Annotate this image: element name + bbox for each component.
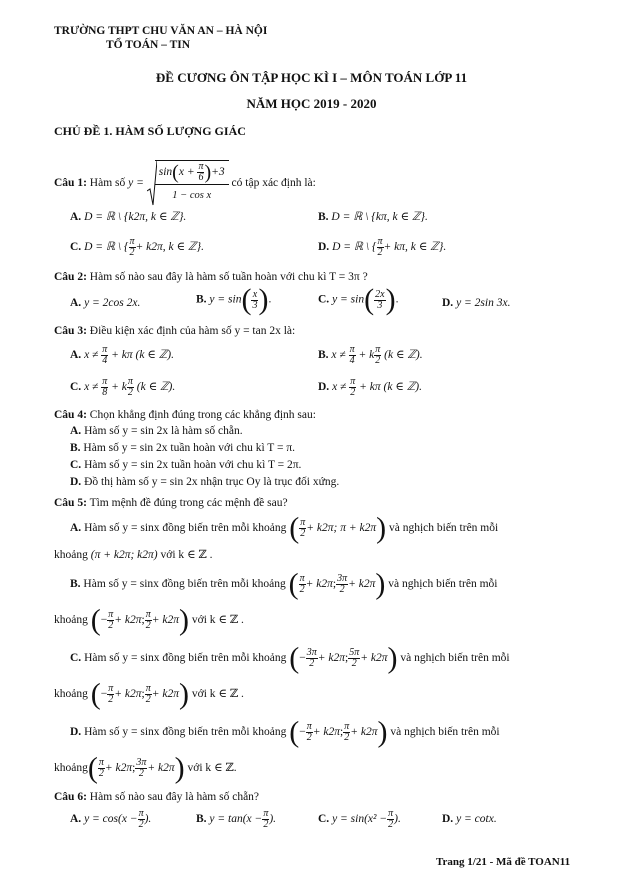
option-label: B. — [196, 813, 207, 825]
option-text: D = ℝ \ { — [332, 241, 377, 253]
option-label: D. — [442, 813, 454, 825]
frac — [306, 722, 313, 743]
option-label: C. — [70, 459, 82, 471]
option-text: y = 2cos 2x. — [84, 297, 141, 309]
option-label: D. — [442, 297, 454, 309]
frac-num: π — [145, 608, 151, 620]
school-name: TRƯỜNG THPT CHU VĂN AN – HÀ NỘI — [54, 25, 268, 37]
voi-text: với k ∈ ℤ . — [191, 688, 244, 700]
frac-num: π — [145, 682, 151, 694]
q5-option-d-cont: khoảng( $\frac{\pi}{2}$ + k2π; $\frac{3\pi}{2}$ + k2π) với k ∈ ℤ. — [54, 751, 237, 785]
frac-num: 5π — [349, 646, 360, 658]
option-label: A. — [70, 522, 82, 534]
option-text: + k — [111, 381, 127, 393]
frac — [145, 610, 152, 631]
sin-text: sin — [158, 166, 173, 179]
q3-option-b — [318, 344, 423, 366]
option-text: y = sin — [209, 293, 242, 306]
q2-option-c: C. y = sin( $\frac{2x}{3}$ ). — [318, 283, 399, 316]
q5-option-a: A. Hàm số y = sinx đồng biến trên mỗi khoảng ( $\frac{\pi}{2}$ + k2π; π + k2π) và nghịch biến trên mỗi — [70, 511, 499, 545]
frac-num: π — [198, 161, 204, 172]
question-4-text: Chọn khẳng định đúng trong các khẳng định sau: — [89, 409, 316, 421]
voi-text: với k ∈ ℤ. — [187, 762, 237, 774]
q1-option-c — [70, 236, 204, 258]
option-label: B. — [318, 349, 329, 361]
frac-den: 2 — [138, 818, 144, 830]
interval-text: (π + k2π; k2π) — [90, 549, 158, 561]
question-1-text: Hàm số — [89, 177, 126, 190]
frac — [349, 377, 356, 398]
interval-text: + k2π — [151, 614, 179, 626]
frac-den: 2 — [339, 583, 345, 595]
school-header — [54, 24, 267, 52]
q3-option-c — [70, 376, 175, 398]
frac-num: π — [108, 682, 114, 694]
option-text: (k ∈ ℤ). — [136, 381, 176, 393]
option-text: + k — [358, 349, 375, 361]
question-2-label: Câu 2: — [54, 271, 87, 283]
frac-den: 2 — [108, 619, 114, 631]
frac-den: 3 — [377, 299, 383, 311]
q5-option-c-cont: khoảng (− $\frac{\pi}{2}$ + k2π; $\frac{\pi}{2}$ + k2π) với k ∈ ℤ . — [54, 677, 244, 711]
frac-den: 3 — [252, 299, 258, 311]
interval-text: + k2π — [104, 762, 133, 774]
frac-den: 8 — [102, 386, 108, 398]
option-label: C. — [318, 813, 330, 825]
frac-num: π — [306, 720, 312, 732]
q1-option-d — [318, 236, 446, 258]
frac — [336, 574, 348, 595]
frac-den: 2 — [127, 386, 133, 398]
semicolon: ; — [345, 652, 349, 664]
option-text: x ≠ — [332, 381, 347, 393]
sqrt-numerator: sin(x + $\frac{\pi}{6}$ )+3 — [155, 161, 229, 185]
semicolon: ; — [141, 688, 145, 700]
option-label: C. — [70, 652, 82, 664]
q3-option-d — [318, 376, 422, 398]
option-text: Hàm số y = sin 2x tuần hoàn với chu kì T = π. — [83, 442, 296, 454]
frac-den: 2 — [129, 246, 135, 258]
interval-text: + k2π — [348, 578, 376, 590]
option-text: (k ∈ ℤ). — [384, 349, 423, 361]
q5-option-c: C. Hàm số y = sinx đồng biến trên mỗi khoảng (− $\frac{3\pi}{2}$ + k2π; $\frac{5\pi}{2}$ + k2π) và nghịch biến trên mỗi — [70, 641, 510, 675]
sqrt-denominator: 1 − cos x — [172, 190, 212, 201]
frac-num: 3π — [306, 646, 317, 658]
option-text: ). — [269, 813, 277, 825]
frac-num: π — [388, 807, 394, 819]
semicolon: ; — [332, 578, 337, 590]
question-1-text-after: có tập xác định là: — [231, 177, 316, 190]
question-6-text: Hàm số nào sau đây là hàm số chẵn? — [89, 791, 260, 803]
option-text: Hàm số y = sinx đồng biến trên mỗi khoảng — [83, 578, 286, 590]
option-text: y = sin — [332, 293, 365, 306]
frac-den: 2 — [351, 657, 357, 669]
option-text: + kπ, k ∈ ℤ}. — [383, 241, 447, 253]
option-text: ). — [144, 813, 152, 825]
frac-num: π — [138, 807, 144, 819]
question-5-text: Tìm mệnh đề đúng trong các mệnh đề sau? — [89, 497, 288, 509]
option-label: D. — [318, 241, 330, 253]
frac-den: 2 — [299, 583, 305, 595]
question-6-label: Câu 6: — [54, 791, 87, 803]
voi-text: với k ∈ ℤ . — [191, 614, 244, 626]
option-label: C. — [70, 381, 82, 393]
frac-den: 2 — [350, 386, 356, 398]
option-label: B. — [70, 442, 81, 454]
frac-num: π — [127, 375, 133, 387]
q1-option-b — [318, 210, 428, 225]
frac-den: 2 — [145, 619, 151, 631]
option-label: B. — [318, 211, 329, 223]
option-text: x ≠ — [331, 349, 346, 361]
option-text: + kπ (k ∈ ℤ). — [359, 381, 422, 393]
frac — [374, 345, 381, 366]
frac-den: 2 — [138, 767, 144, 779]
option-label: A. — [70, 425, 82, 437]
frac — [306, 648, 318, 669]
frac-num: π — [299, 572, 305, 584]
frac-num: 3π — [136, 756, 147, 768]
option-text: D = ℝ \ { — [84, 241, 129, 253]
q2-option-d — [442, 292, 510, 314]
minus-sign: − — [100, 614, 108, 626]
question-1-y: y = — [128, 177, 144, 190]
frac-den: 2 — [377, 246, 383, 258]
interval-text: + k2π — [360, 652, 388, 664]
khoang-text: khoảng — [54, 549, 88, 561]
question-1-label: Câu 1: — [54, 177, 87, 190]
question-2 — [54, 270, 368, 285]
frac-den: 2 — [263, 818, 269, 830]
khoang-text: khoảng — [54, 614, 88, 626]
frac — [348, 648, 360, 669]
frac — [98, 758, 105, 779]
frac — [101, 345, 108, 366]
frac-den: 2 — [98, 767, 104, 779]
minus-sign: − — [100, 688, 108, 700]
option-text: Hàm số y = sin 2x là hàm số chẵn. — [84, 425, 243, 437]
sqrt-body — [155, 160, 229, 207]
option-text: y = 2sin 3x. — [456, 297, 511, 309]
option-text: + kπ (k ∈ ℤ). — [111, 349, 174, 361]
frac-num: π — [350, 375, 356, 387]
option-text: và nghịch biến trên mỗi — [400, 652, 510, 664]
department-name: TỔ TOÁN – TIN — [106, 39, 191, 51]
frac-den: 2 — [108, 693, 114, 705]
option-text: y = cotx. — [456, 813, 497, 825]
option-label: B. — [196, 293, 207, 306]
frac — [135, 758, 147, 779]
frac — [374, 290, 385, 311]
khoang-text: khoảng — [54, 688, 88, 700]
q4-option-a — [70, 424, 243, 439]
frac-num: π — [102, 343, 108, 355]
q3-option-a — [70, 344, 174, 366]
q4-option-c — [70, 458, 301, 473]
frac-num: π — [98, 756, 104, 768]
voi-text: với k ∈ ℤ . — [160, 549, 213, 561]
question-5 — [54, 496, 288, 511]
frac-den: 2 — [306, 731, 312, 743]
option-label: A. — [70, 813, 82, 825]
frac — [299, 574, 306, 595]
frac-num: π — [377, 235, 383, 247]
frac-num: x — [252, 288, 258, 300]
document-title: ĐỀ CƯƠNG ÔN TẬP HỌC KÌ I – MÔN TOÁN LỚP 11 — [155, 70, 468, 85]
question-4 — [54, 408, 316, 423]
frac-den: 2 — [388, 818, 394, 830]
option-text: y = cos(x − — [84, 813, 138, 825]
question-4-label: Câu 4: — [54, 409, 87, 421]
q2-option-a — [70, 292, 140, 314]
question-5-label: Câu 5: — [54, 497, 87, 509]
frac-num: π — [349, 343, 355, 355]
question-2-text: Hàm số nào sau đây là hàm số tuần hoàn với chu kì T = 3π ? — [89, 271, 368, 283]
frac-den: 4 — [349, 354, 355, 366]
frac-den: 6 — [198, 172, 204, 183]
option-text: y = tan(x − — [209, 813, 263, 825]
option-text: Hàm số y = sinx đồng biến trên mỗi khoảng — [84, 522, 287, 534]
q4-option-d — [70, 475, 339, 490]
option-text: Hàm số y = sinx đồng biến trên mỗi khoảng — [84, 652, 287, 664]
option-text: Đồ thị hàm số y = sin 2x nhận trục Oy là trục đối xứng. — [84, 476, 340, 488]
interval-text: + k2π; π + k2π — [306, 522, 377, 534]
frac-den: 2 — [344, 731, 350, 743]
frac-den: 2 — [300, 527, 306, 539]
question-3-label: Câu 3: — [54, 325, 87, 337]
q6-option-d — [442, 812, 497, 827]
option-text: D = ℝ \ {kπ, k ∈ ℤ}. — [331, 211, 428, 223]
option-label: D. — [70, 476, 82, 488]
q4-option-b — [70, 441, 295, 456]
question-6 — [54, 790, 259, 805]
question-3-text: Điều kiện xác định của hàm số y = tan 2x là: — [89, 325, 296, 337]
option-label: C. — [70, 241, 82, 253]
q6-option-a — [70, 808, 151, 830]
frac-den: 2 — [309, 657, 315, 669]
option-label: D. — [70, 726, 82, 738]
option-label: A. — [70, 297, 82, 309]
minus-sign: − — [299, 726, 306, 738]
option-label: A. — [70, 349, 82, 361]
plus-three: +3 — [211, 166, 225, 179]
option-text: và nghịch biến trên mỗi — [390, 726, 500, 738]
page-footer: Trang 1/21 - Mã đề TOAN11 — [436, 856, 571, 868]
frac — [145, 684, 152, 705]
option-label: D. — [318, 381, 330, 393]
school-year: NĂM HỌC 2019 - 2020 — [246, 96, 377, 111]
q5-option-d: D. Hàm số y = sinx đồng biến trên mỗi khoảng (− $\frac{\pi}{2}$ + k2π; $\frac{\pi}{2}$ + k2π) và nghịch biến trên mỗi — [70, 715, 500, 749]
option-text: ). — [394, 813, 401, 825]
option-text: và nghịch biến trên mỗi — [388, 522, 499, 534]
question-3 — [54, 324, 295, 339]
frac-den: 2 — [145, 693, 151, 705]
x-plus-text: x + — [178, 166, 195, 179]
option-text: y = sin(x² − — [332, 813, 388, 825]
frac — [377, 237, 384, 258]
frac — [127, 377, 134, 398]
q5-option-a-cont — [54, 548, 213, 563]
frac — [129, 237, 136, 258]
frac-num: π — [129, 235, 135, 247]
semicolon: ; — [340, 726, 344, 738]
frac-num: 3π — [337, 572, 348, 584]
frac-num: π — [344, 720, 350, 732]
frac-den: 2 — [375, 354, 381, 366]
minus-sign: − — [299, 652, 306, 664]
option-label: C. — [318, 293, 330, 306]
semicolon: ; — [141, 614, 145, 626]
question-1 — [54, 160, 316, 207]
frac-num: π — [263, 807, 269, 819]
interval-text: + k2π — [114, 688, 142, 700]
topic-heading: CHỦ ĐỀ 1. HÀM SỐ LƯỢNG GIÁC — [54, 124, 246, 138]
q5-option-b-cont: khoảng (− $\frac{\pi}{2}$ + k2π; $\frac{\pi}{2}$ + k2π) với k ∈ ℤ . — [54, 603, 244, 637]
q1-option-a — [70, 210, 186, 225]
option-text: D = ℝ \ {k2π, k ∈ ℤ}. — [84, 211, 187, 223]
khoang-text: khoảng — [54, 762, 88, 774]
interval-text: + k2π — [151, 688, 179, 700]
semicolon: ; — [132, 762, 136, 774]
option-label: A. — [70, 211, 82, 223]
q6-option-b — [196, 808, 276, 830]
frac — [349, 345, 356, 366]
interval-text: + k2π — [312, 726, 341, 738]
option-text: x ≠ — [84, 381, 99, 393]
option-text: Hàm số y = sin 2x tuần hoàn với chu kì T = 2π. — [84, 459, 302, 471]
frac-num: π — [300, 516, 306, 528]
q6-option-c — [318, 808, 401, 830]
q5-option-b: B. Hàm số y = sinx đồng biến trên mỗi khoảng ( $\frac{\pi}{2}$ + k2π; $\frac{3\pi}{2}$ + k2π) và nghịch biến trên mỗi — [70, 567, 498, 601]
option-text: và nghịch biến trên mỗi — [388, 578, 498, 590]
frac-num: 2x — [375, 288, 385, 300]
frac-num: π — [375, 343, 381, 355]
q2-option-b: B. y = sin( $\frac{x}{3}$ ). — [196, 283, 272, 316]
frac — [101, 377, 108, 398]
interval-text: + k2π — [305, 578, 333, 590]
frac — [138, 809, 145, 830]
interval-text: + k2π — [317, 652, 346, 664]
frac-den: 4 — [102, 354, 108, 366]
option-text: + k2π, k ∈ ℤ}. — [135, 241, 204, 253]
interval-text: + k2π — [114, 614, 142, 626]
option-text: Hàm số y = sinx đồng biến trên mỗi khoảng — [84, 726, 287, 738]
option-text: x ≠ — [84, 349, 99, 361]
frac-num: π — [102, 375, 108, 387]
interval-text: + k2π — [350, 726, 378, 738]
option-label: B. — [70, 578, 81, 590]
frac-num: π — [108, 608, 114, 620]
interval-text: + k2π — [147, 762, 175, 774]
